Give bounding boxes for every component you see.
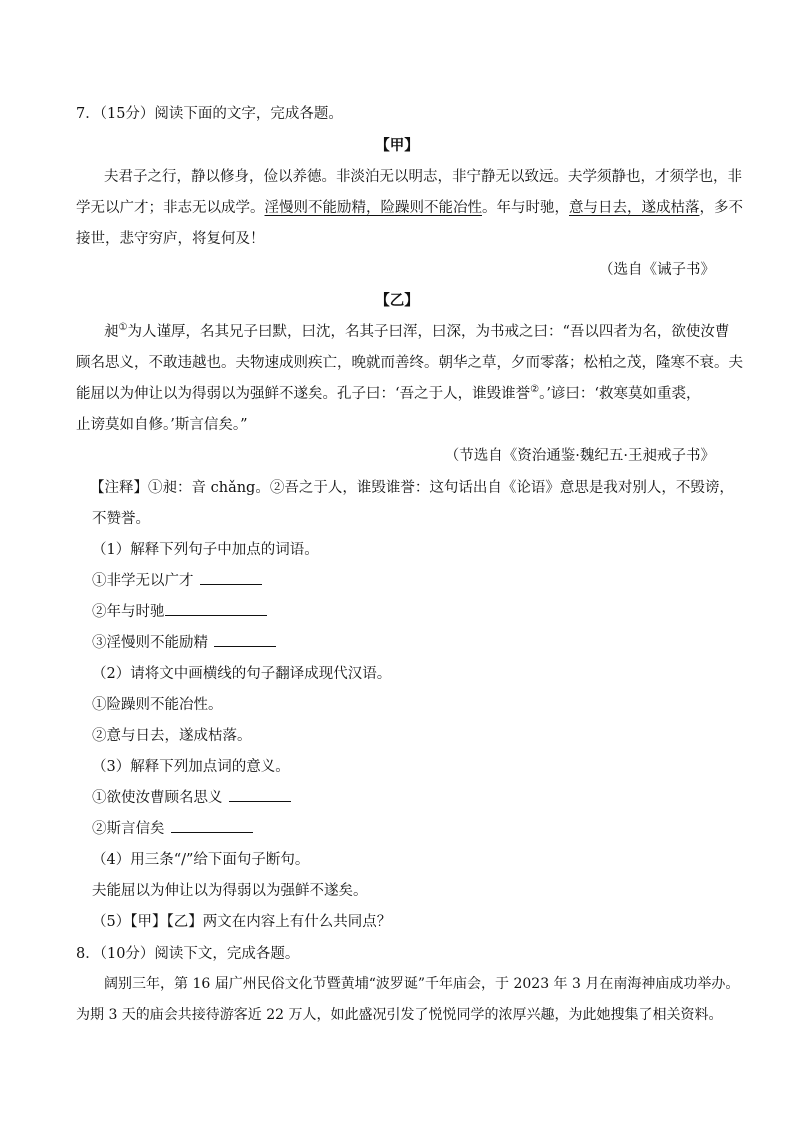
yi-line-3-b: 。’谚曰：‘救寒莫如重裘， bbox=[539, 386, 701, 402]
jia-title: 【甲】 bbox=[375, 137, 419, 154]
jia-line-2-text-b: 。年与时驰， bbox=[482, 200, 569, 216]
sub-question-3: （3）解释下列加点词的意义。 bbox=[92, 759, 290, 775]
sub-question-3b-text: ②斯言信矣 bbox=[92, 821, 165, 837]
yi-line-1-b: 为人谨厚，名其兄子曰默，曰沈，名其子曰浑，曰深，为书戒之曰：“吾以四者为名，欲使汝曹 bbox=[127, 324, 730, 340]
yi-line-2: 顾名思义，不敢违越也。夫物速成则疾亡，晚就而善终。朝华之草，夕而零落；松柏之茂，隆寒不衰。夫 bbox=[76, 355, 743, 371]
sub-question-2: （2）请将文中画横线的句子翻译成现代汉语。 bbox=[92, 666, 392, 682]
yi-line-1 bbox=[104, 320, 729, 341]
answer-blank-1a[interactable] bbox=[200, 570, 262, 585]
answer-blank-1b[interactable] bbox=[165, 601, 267, 616]
yi-line-1-a: 昶 bbox=[104, 324, 119, 340]
q8-header: 8．（10分）阅读下文，完成各题。 bbox=[76, 946, 300, 962]
yi-line-3-a: 能屈以为伸让以为得弱以为强鲜不遂矣。孔子曰：‘吾之于人，谁毁谁誉 bbox=[76, 386, 531, 402]
sub-question-1c-text: ③淫慢则不能励精 bbox=[92, 635, 208, 651]
jia-line-1: 夫君子之行，静以修身，俭以养德。非淡泊无以明志，非宁静无以致远。夫学须静也，才须学也，非 bbox=[104, 169, 742, 185]
sub-question-1b bbox=[92, 600, 267, 621]
underlined-sentence-2: 意与日去，遂成枯落 bbox=[569, 200, 700, 216]
jia-line-2-text-c: ，多不 bbox=[699, 200, 743, 216]
sub-question-2a: ①险躁则不能冶性。 bbox=[92, 697, 223, 713]
footnote-marker-1: ① bbox=[118, 322, 128, 334]
sub-question-2b: ②意与日去，遂成枯落。 bbox=[92, 728, 252, 744]
yi-line-3 bbox=[76, 382, 701, 403]
sub-question-4: （4）用三条“/”给下面句子断句。 bbox=[92, 852, 310, 868]
notes-line-1: 【注释】①昶：音 chǎng。②吾之于人，谁毁谁誉：这句话出自《论语》意思是我对别人，不毁谤， bbox=[90, 480, 734, 496]
yi-title: 【乙】 bbox=[375, 292, 419, 309]
sub-question-1b-text: ②年与时驰 bbox=[92, 604, 165, 620]
jia-line-3: 接世，悲守穷庐，将复何及！ bbox=[76, 231, 265, 247]
sub-question-3b bbox=[92, 817, 253, 838]
sub-question-5: （5）【甲】【乙】两文在内容上有什么共同点？ bbox=[92, 914, 392, 930]
answer-blank-3b[interactable] bbox=[171, 818, 253, 833]
q8-line-1: 阔别三年，第 16 届广州民俗文化节暨黄埔“波罗诞”千年庙会，于 2023 年 3 月在南海神庙成功举办。 bbox=[104, 976, 740, 992]
notes-line-2: 不赞誉。 bbox=[92, 511, 150, 527]
jia-line-2-text-a: 学无以广才；非志无以成学。 bbox=[76, 200, 265, 216]
sub-question-3a bbox=[92, 786, 291, 807]
yi-source: （节选自《资治通鉴·魏纪五·王昶戒子书》 bbox=[444, 448, 715, 464]
jia-line-2 bbox=[76, 196, 743, 217]
yi-line-4: 止谤莫如自修。’斯言信矣。” bbox=[76, 417, 248, 433]
sub-question-1c bbox=[92, 631, 276, 652]
q8-line-2: 为期 3 天的庙会共接待游客近 22 万人，如此盛况引发了悦悦同学的浓厚兴趣，为此她搜集了相关资料。 bbox=[76, 1007, 723, 1023]
jia-source: （选自《诫子书》 bbox=[599, 262, 715, 278]
sub-question-4a: 夫能屈以为伸让以为得弱以为强鲜不遂矣。 bbox=[92, 883, 368, 899]
underlined-sentence-1: 淫慢则不能励精，险躁则不能冶性 bbox=[264, 200, 482, 216]
q7-header: 7．（15分）阅读下面的文字，完成各题。 bbox=[76, 106, 343, 122]
sub-question-1: （1）解释下列句子中加点的词语。 bbox=[92, 542, 319, 558]
footnote-marker-2: ② bbox=[530, 384, 540, 396]
sub-question-3a-text: ①欲使汝曹顾名思义 bbox=[92, 790, 223, 806]
sub-question-1a-text: ①非学无以广才 bbox=[92, 573, 194, 589]
sub-question-1a bbox=[92, 569, 262, 590]
answer-blank-3a[interactable] bbox=[229, 787, 291, 802]
answer-blank-1c[interactable] bbox=[214, 632, 276, 647]
